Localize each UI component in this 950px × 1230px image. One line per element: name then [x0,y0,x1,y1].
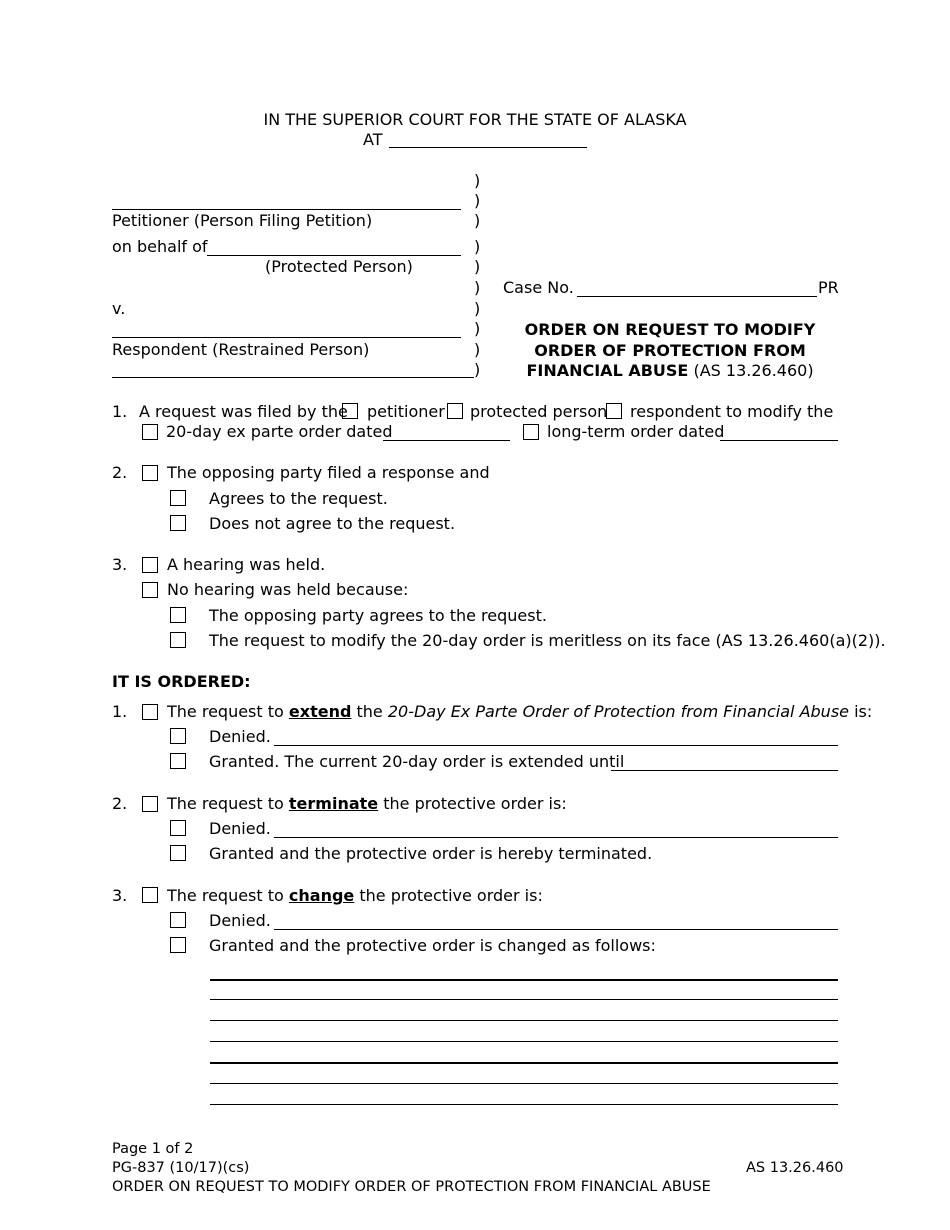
change-denied-label: Denied. [209,911,271,930]
respondent-option-label: respondent to modify the [630,402,834,421]
finding-1-number: 1. [112,402,128,421]
response-filed-checkbox[interactable] [142,465,158,481]
order-3-number: 3. [112,886,128,905]
document-title-line1: ORDER ON REQUEST TO MODIFY [524,320,816,339]
protected-person-field[interactable] [207,255,461,256]
respondent-label: Respondent (Restrained Person) [112,340,370,359]
long-term-date-field[interactable] [720,440,838,441]
document-title-line2: ORDER OF PROTECTION FROM [534,341,806,360]
ex-parte-order-checkbox[interactable] [142,424,158,440]
changes-line[interactable] [210,1104,838,1105]
changes-line[interactable] [210,1041,838,1042]
footer-statute: AS 13.26.460 [746,1160,844,1176]
extend-denied-reason-field[interactable] [274,745,838,746]
caption-paren: ) [474,171,481,190]
caption-paren: ) [474,278,481,297]
agrees-checkbox[interactable] [170,490,186,506]
document-title-cite: (AS 13.26.460) [693,361,814,380]
petitioner-checkbox[interactable] [342,403,358,419]
terminate-denied-label: Denied. [209,819,271,838]
case-number-field[interactable] [577,296,817,297]
terminate-pre: The request to [167,794,284,813]
petitioner-option-label: petitioner [367,402,445,421]
changes-line[interactable] [210,1062,838,1064]
caption-paren: ) [474,360,481,379]
extend-keyword: extend [288,702,352,721]
extend-request-checkbox[interactable] [142,704,158,720]
change-keyword: change [288,886,355,905]
does-not-agree-checkbox[interactable] [170,515,186,531]
meritless-label: The request to modify the 20-day order is meritless on its face (AS 13.26.460(a)(2)). [209,631,886,650]
extend-denied-checkbox[interactable] [170,728,186,744]
protected-person-checkbox[interactable] [447,403,463,419]
case-number-suffix: PR [818,278,839,297]
changes-line[interactable] [210,999,838,1000]
respondent-name-field[interactable] [112,337,461,338]
respondent-checkbox[interactable] [606,403,622,419]
agrees-label: Agrees to the request. [209,489,388,508]
opposing-agrees-checkbox[interactable] [170,607,186,623]
terminate-denied-reason-field[interactable] [274,837,838,838]
orders-heading: IT IS ORDERED: [112,672,251,691]
caption-paren: ) [474,257,481,276]
extend-request-text [167,702,872,722]
footer-title: ORDER ON REQUEST TO MODIFY ORDER OF PROTECTION FROM FINANCIAL ABUSE [112,1179,711,1195]
change-request-checkbox[interactable] [142,887,158,903]
extend-denied-label: Denied. [209,727,271,746]
response-filed-label: The opposing party filed a response and [167,463,490,482]
terminate-denied-checkbox[interactable] [170,820,186,836]
opposing-agrees-label: The opposing party agrees to the request. [209,606,547,625]
changes-line[interactable] [210,1083,838,1084]
change-granted-label: Granted and the protective order is changed as follows: [209,936,656,955]
change-post: the protective order is: [359,886,543,905]
petitioner-label: Petitioner (Person Filing Petition) [112,211,373,230]
ex-parte-date-field[interactable] [383,440,510,441]
footer-page-number: Page 1 of 2 [112,1141,194,1157]
caption-bottom-rule [112,377,474,378]
no-hearing-label: No hearing was held because: [167,580,409,599]
change-pre: The request to [167,886,284,905]
changes-line[interactable] [210,1020,838,1021]
terminate-request-checkbox[interactable] [142,796,158,812]
change-granted-checkbox[interactable] [170,937,186,953]
court-location-field[interactable] [389,147,587,148]
hearing-held-label: A hearing was held. [167,555,326,574]
court-heading: IN THE SUPERIOR COURT FOR THE STATE OF ALASKA [263,110,687,129]
extend-order-name: 20-Day Ex Parte Order of Protection from Financial Abuse [387,702,849,721]
document-title-bold: FINANCIAL ABUSE [526,361,689,380]
versus-label: v. [112,299,126,318]
finding-3-number: 3. [112,555,128,574]
change-denied-reason-field[interactable] [274,929,838,930]
change-denied-checkbox[interactable] [170,912,186,928]
document-title-line3 [500,360,840,381]
caption-paren: ) [474,299,481,318]
extend-pre: The request to [167,702,284,721]
caption-paren: ) [474,237,481,256]
extend-post: is: [854,702,873,721]
hearing-held-checkbox[interactable] [142,557,158,573]
long-term-order-checkbox[interactable] [523,424,539,440]
extend-granted-label: Granted. The current 20-day order is extended until [209,752,625,771]
terminate-keyword: terminate [288,794,379,813]
protected-person-option-label: protected person [470,402,608,421]
finding-1-text: A request was filed by the [139,402,348,421]
protected-person-label: (Protected Person) [265,257,413,276]
terminate-granted-checkbox[interactable] [170,845,186,861]
extend-mid: the [356,702,383,721]
caption-paren: ) [474,340,481,359]
terminate-granted-label: Granted and the protective order is hereby terminated. [209,844,653,863]
long-term-order-label: long-term order dated [547,422,725,441]
caption-paren: ) [474,319,481,338]
no-hearing-checkbox[interactable] [142,582,158,598]
meritless-checkbox[interactable] [170,632,186,648]
footer-form-number: PG-837 (10/17)(cs) [112,1160,250,1176]
extended-until-date-field[interactable] [611,770,838,771]
caption-paren: ) [474,211,481,230]
changes-line[interactable] [210,979,838,981]
caption-paren: ) [474,191,481,210]
finding-2-number: 2. [112,463,128,482]
extend-granted-checkbox[interactable] [170,753,186,769]
terminate-post: the protective order is: [383,794,567,813]
petitioner-name-field[interactable] [112,209,461,210]
on-behalf-label: on behalf of [112,237,208,256]
ex-parte-order-label: 20-day ex parte order dated [166,422,393,441]
terminate-request-text [167,794,567,814]
order-1-number: 1. [112,702,128,721]
does-not-agree-label: Does not agree to the request. [209,514,456,533]
at-label: AT [363,130,383,149]
change-request-text [167,886,543,906]
case-number-label: Case No. [503,278,574,297]
order-2-number: 2. [112,794,128,813]
